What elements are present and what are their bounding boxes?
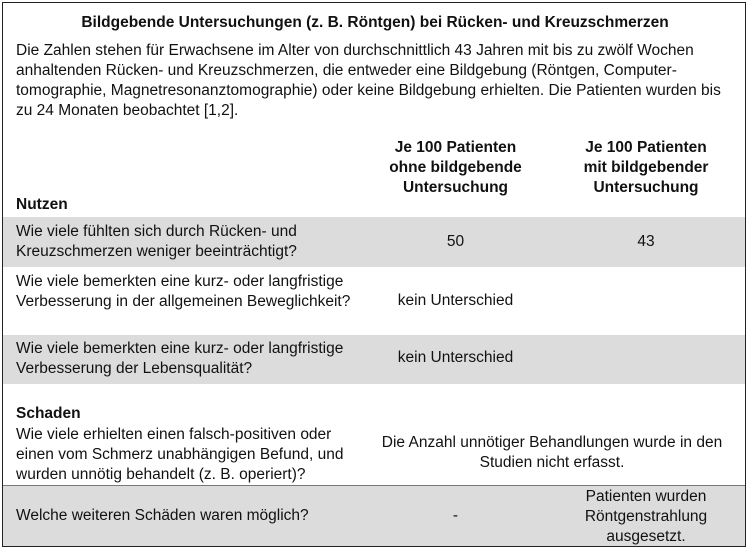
section-label-benefit: Nutzen <box>16 196 68 213</box>
value-without-imaging: kein Unterschied <box>397 349 514 366</box>
table-row <box>3 217 745 267</box>
value-with-imaging: Patienten wurden Röntgenstrahlung ausgesetzt. <box>584 488 708 545</box>
column-header-with-imaging <box>551 138 741 198</box>
row-question: Wie viele bemerkten eine kurz- oder langfristige Verbesserung in der allgemeinen Beweglichkeit? <box>16 273 351 310</box>
table-row <box>3 267 745 335</box>
value-without-imaging: - <box>452 507 459 524</box>
column-header-line: ohne bildgebende <box>389 159 522 176</box>
column-header-line: mit bildgebender <box>583 159 709 176</box>
row-question: Welche weiteren Schäden waren möglich? <box>16 507 309 524</box>
fact-box <box>2 2 746 547</box>
column-header-without-imaging <box>363 138 548 198</box>
column-header-line: Je 100 Patienten <box>585 139 707 156</box>
column-header-line: Je 100 Patienten <box>394 139 517 156</box>
row-question: Wie viele fühlten sich durch Rücken- und Kreuzschmerzen weniger beeinträchtigt? <box>16 223 297 260</box>
section-label-harm: Schaden <box>16 405 81 422</box>
intro-text: Die Zahlen stehen für Erwachsene im Alter von durchschnittlich 43 Jahren mit bis zu zwölf Wochen anhaltenden Rücken- und Kreuzschmerzen, die entweder eine Bildgebung (Röntgen, Computer-tomographie, Magnetresonanztomographie) oder keine Bildgebung erhielten. Die Patienten wurden bis zu 24 Monaten beobachtet [1,2]. <box>16 42 721 119</box>
value-without-imaging: 50 <box>446 233 465 250</box>
row-question: Wie viele bemerkten eine kurz- oder langfristige Verbesserung der Lebensqualität? <box>16 340 344 377</box>
value-combined: Die Anzahl unnötiger Behandlungen wurde in den Studien nicht erfasst. <box>381 434 723 471</box>
table-row <box>3 485 745 546</box>
box-title: Bildgebende Untersuchungen (z. B. Röntgen) bei Rücken- und Kreuzschmerzen <box>81 14 669 31</box>
value-without-imaging: kein Unterschied <box>397 292 514 309</box>
table-row <box>3 424 745 485</box>
column-header-line: Untersuchung <box>402 179 509 196</box>
column-header-line: Untersuchung <box>593 179 699 196</box>
row-question: Wie viele erhielten einen falsch-positiven oder einen vom Schmerz unabhängigen Befund, und wurden unnötig behandelt (z. B. operiert)? <box>16 426 344 483</box>
table-row <box>3 335 745 384</box>
value-with-imaging: 43 <box>637 233 655 250</box>
